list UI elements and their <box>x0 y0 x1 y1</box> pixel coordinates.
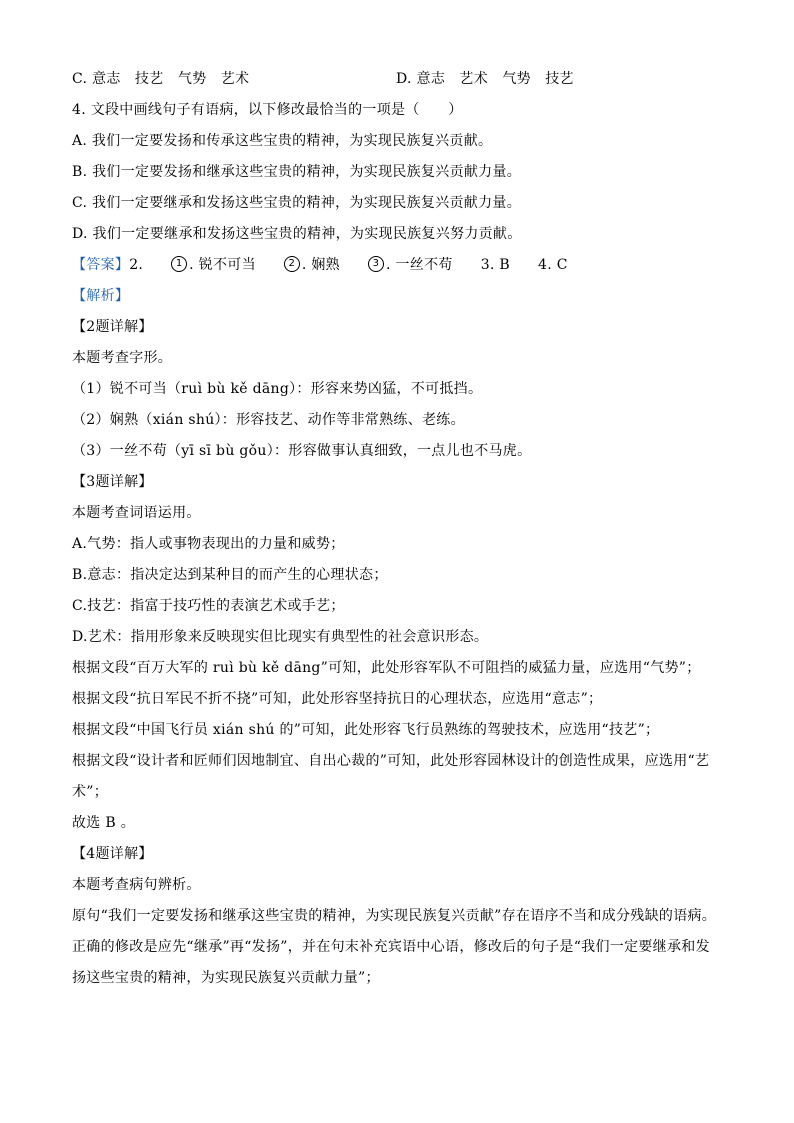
q4-option-a: A. 我们一定要发扬和传承这些宝贵的精神，为实现民族复兴贡献。 <box>72 133 493 149</box>
q4-option-b: B. 我们一定要发扬和继承这些宝贵的精神，为实现民族复兴贡献力量。 <box>72 164 522 180</box>
answer-q2-prefix: 2. <box>129 257 144 273</box>
q4-detail-line: 正确的修改是应先“继承”再“发扬”，并在句末补充宾语中心语，修改后的句子是“我们一定要继承和发 <box>72 939 710 955</box>
q3-options-row <box>72 64 732 95</box>
q3-detail-line: 根据文段“百万大军的 ruì bù kě dāng”可知，此处形容军队不可阻挡的威猛力量，应选用“气势”； <box>72 660 701 676</box>
q3-detail-line: B.意志：指决定达到某种目的而产生的心理状态； <box>72 567 388 583</box>
q4-stem: 4. 文段中画线句子有语病，以下修改最恰当的一项是（ ） <box>72 102 463 118</box>
circled-number-1: 1 <box>171 256 187 272</box>
circled-number-2: 2 <box>284 256 300 272</box>
q3-detail-line: A.气势：指人或事物表现出的力量和威势； <box>72 536 345 552</box>
answer-item-2: 2 . 娴熟 <box>284 257 340 273</box>
q3-option-d: D. 意志 艺术 气势 技艺 <box>396 71 574 87</box>
q3-detail-line: D.艺术：指用形象来反映现实但比现实有典型性的社会意识形态。 <box>72 629 489 645</box>
q4-detail-line: 本题考查病句辨析。 <box>72 877 201 893</box>
q3-detail-line: 根据文段“设计者和匠师们因地制宜、自出心裁的”可知，此处形容园林设计的创造性成果，应选用“艺 <box>72 753 710 769</box>
q4-detail-heading: 【4题详解】 <box>72 846 153 862</box>
q3-detail-conclusion: 故选 B 。 <box>72 815 135 831</box>
circled-number-3: 3 <box>368 256 384 272</box>
answer-q4: 4. C <box>537 257 568 273</box>
q2-detail-line: （3）一丝不苟（yī sī bù gǒu）：形容做事认真细致，一点儿也不马虎。 <box>72 443 532 459</box>
q2-detail-line: 本题考查字形。 <box>72 350 173 366</box>
answer-row <box>72 250 732 281</box>
q3-detail-heading: 【3题详解】 <box>72 474 153 490</box>
answer-item-3: 3 . 一丝不苟 <box>368 257 453 273</box>
q3-detail-line: 术”； <box>72 784 109 800</box>
answer-item-1: 1 . 锐不可当 <box>171 257 256 273</box>
q4-detail-line: 扬这些宝贵的精神，为实现民族复兴贡献力量”； <box>72 970 380 986</box>
q2-detail-line: （2）娴熟（xián shú）：形容技艺、动作等非常熟练、老练。 <box>72 412 465 428</box>
q4-option-c: C. 我们一定要继承和发扬这些宝贵的精神，为实现民族复兴贡献力量。 <box>72 195 522 211</box>
answer-q3: 3. B <box>480 257 510 273</box>
q2-detail-heading: 【2题详解】 <box>72 319 153 335</box>
q3-detail-line: C.技艺：指富于技巧性的表演艺术或手艺； <box>72 598 345 614</box>
q3-option-c: C. 意志 技艺 气势 艺术 <box>72 71 250 87</box>
q4-detail-line: 原句“我们一定要发扬和继承这些宝贵的精神，为实现民族复兴贡献”存在语序不当和成分残缺的语病。 <box>72 908 717 924</box>
document-page <box>72 64 732 994</box>
analysis-row <box>72 281 732 312</box>
q4-option-d: D. 我们一定要继承和发扬这些宝贵的精神，为实现民族复兴努力贡献。 <box>72 226 522 242</box>
analysis-label: 【解析】 <box>72 288 130 304</box>
q3-detail-line: 根据文段“中国飞行员 xián shú 的”可知，此处形容飞行员熟练的驾驶技术，应选用“技艺”； <box>72 722 660 738</box>
answer-label: 【答案】 <box>72 257 130 273</box>
q3-detail-line: 本题考查词语运用。 <box>72 505 201 521</box>
q2-detail-line: （1）锐不可当（ruì bù kě dāng）：形容来势凶猛，不可抵挡。 <box>72 381 483 397</box>
q3-detail-line: 根据文段“抗日军民不折不挠”可知，此处形容坚持抗日的心理状态，应选用“意志”； <box>72 691 603 707</box>
